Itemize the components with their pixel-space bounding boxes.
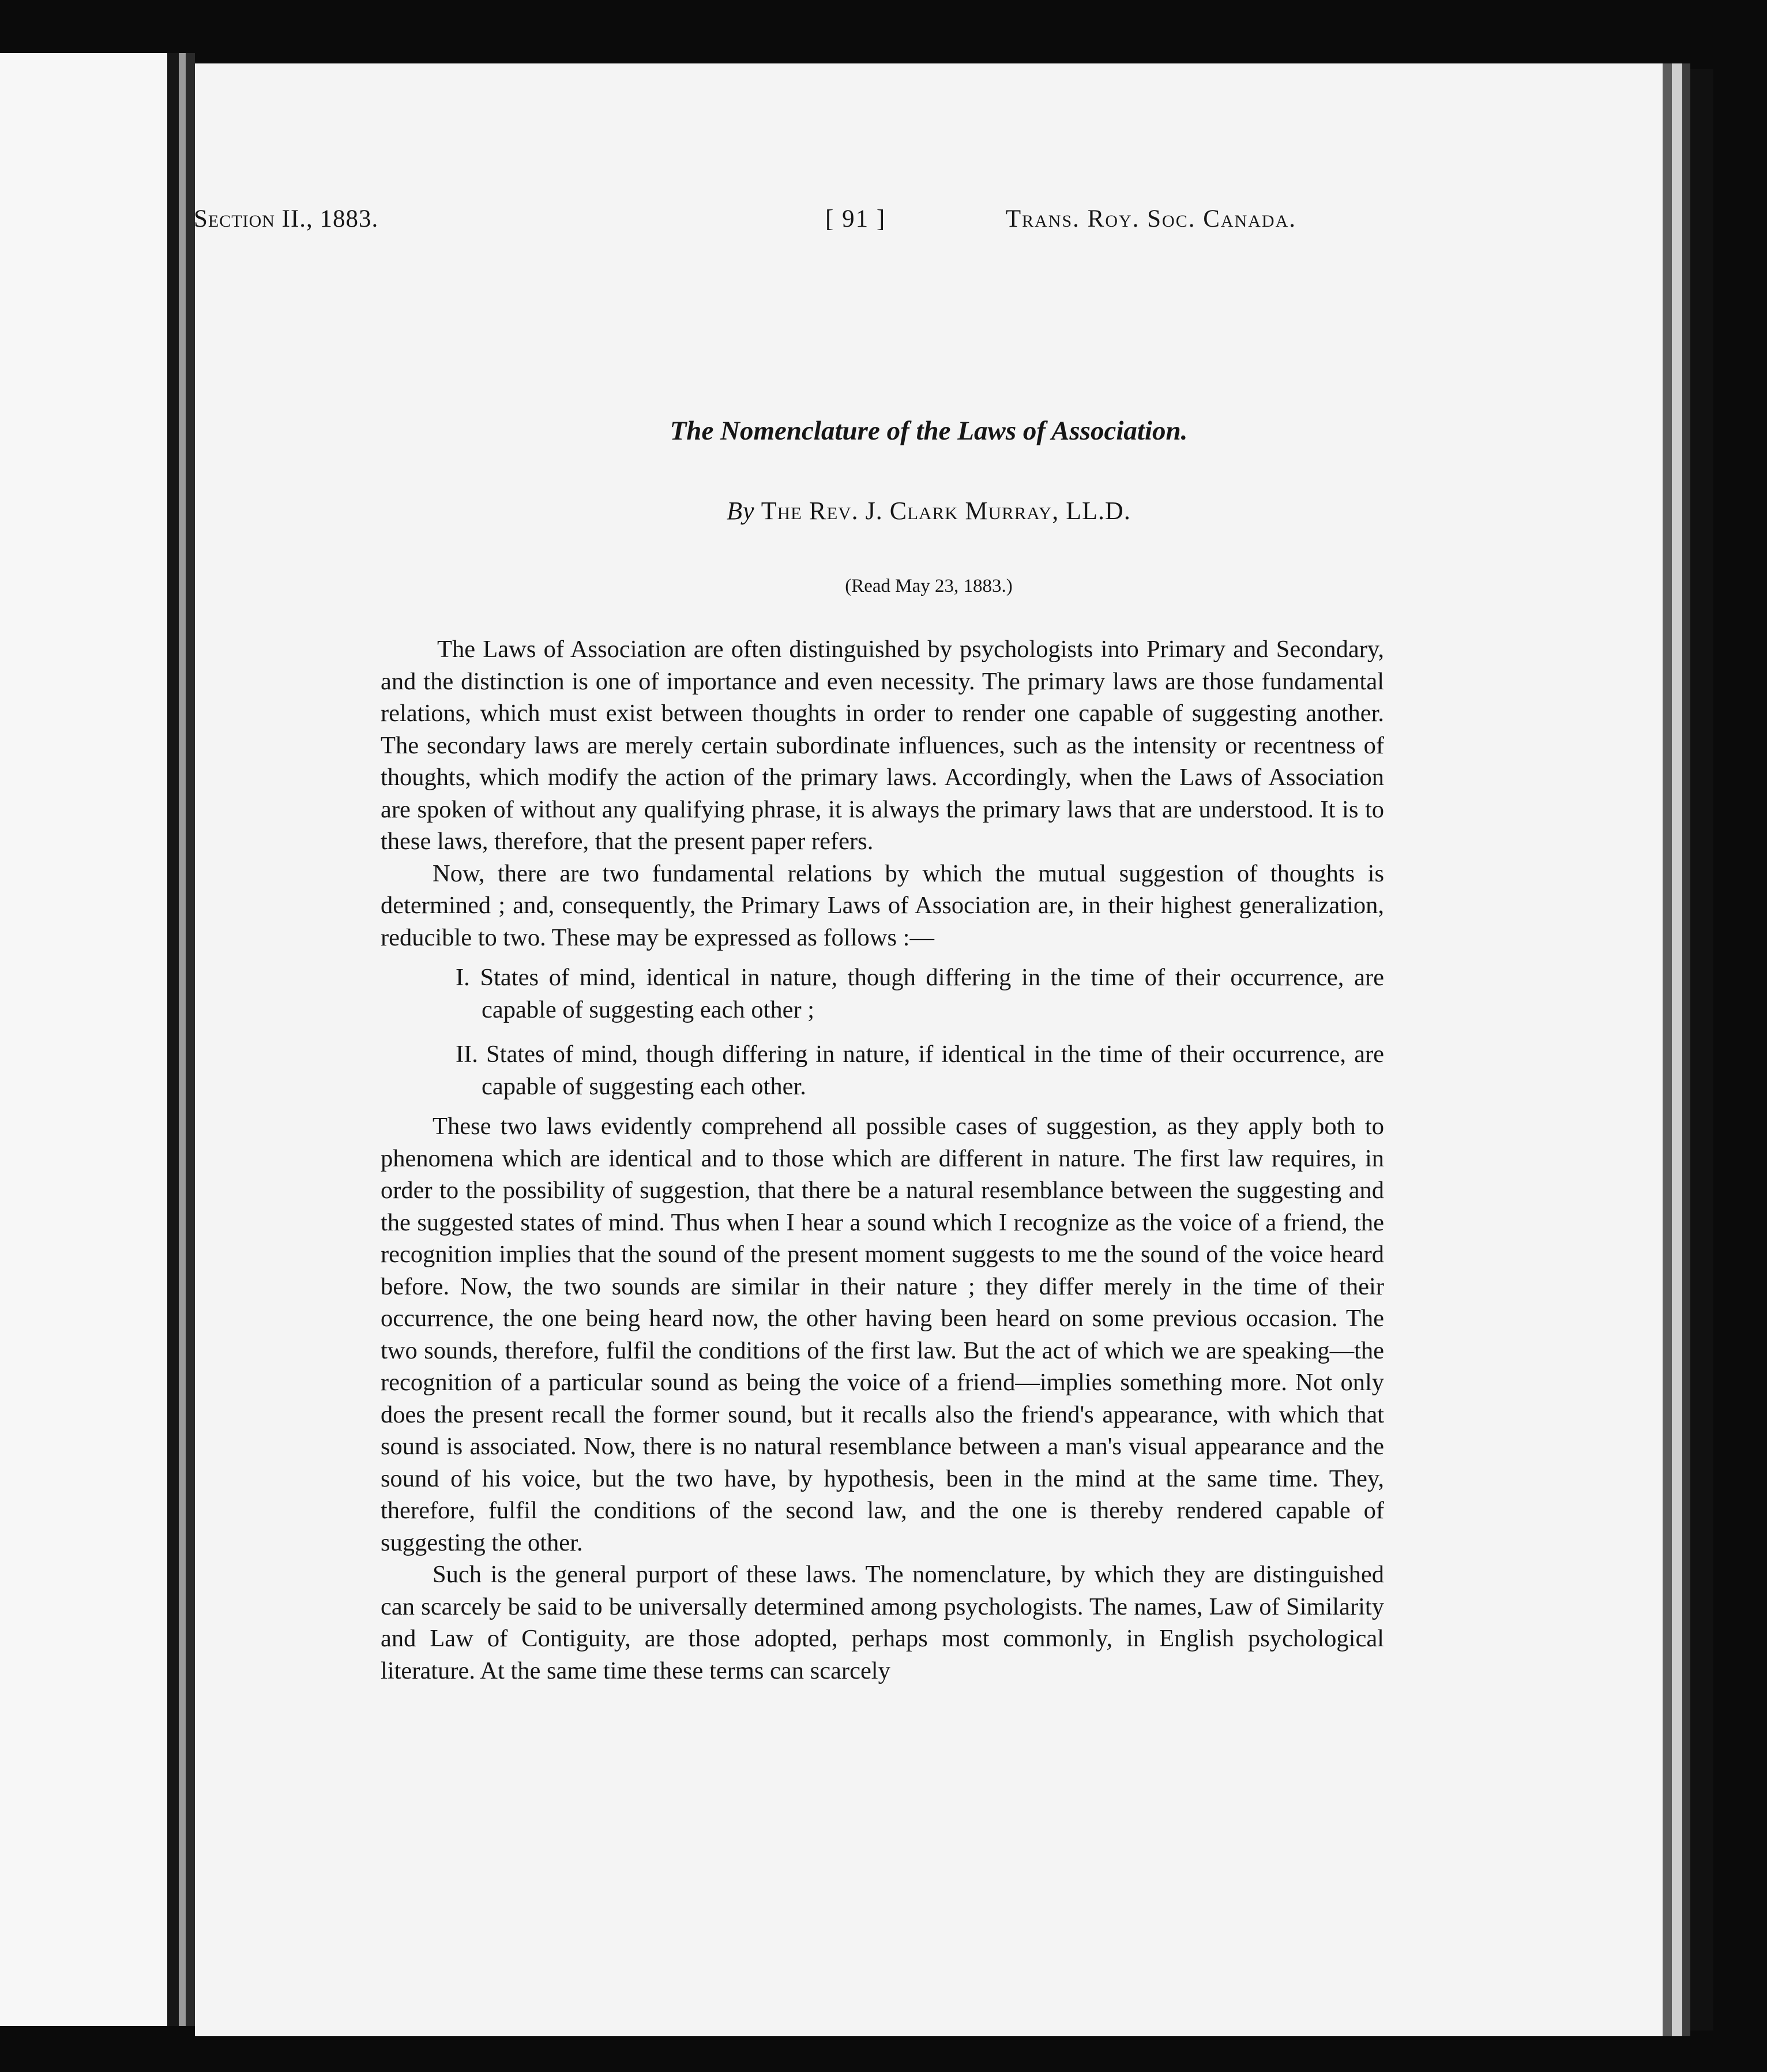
page-stack-edge [1663, 63, 1672, 2036]
body-paragraph: Now, there are two fundamental relations by which the mutual suggestion of thoughts is determined ; and, consequently, the Primary Laws of Association are, in their highest generalization, reducible to two. These may be expressed as follows :— [381, 859, 1384, 951]
article-title: The Nomenclature of the Laws of Association. [670, 416, 1188, 446]
running-header [194, 205, 1296, 245]
gutter-band [179, 53, 186, 2026]
byline-author: The Rev. J. Clark Murray, LL.D. [761, 497, 1131, 525]
background-edge [1690, 69, 1713, 2030]
byline [195, 496, 1663, 525]
body-paragraph: Such is the general purport of these laws. The nomenclature, by which they are distinguished can scarcely be said to be universally determined among psychologists. The names, Law of Similarity and Law of Contiguity, are those adopted, perhaps most commonly, in English psychological literature. At the same time these terms can scarcely [381, 1561, 1384, 1684]
header-journal: Trans. Roy. Soc. Canada. [1005, 205, 1296, 232]
read-date: (Read May 23, 1883.) [845, 576, 1013, 596]
body-paragraph: These two laws evidently comprehend all possible cases of suggestion, as they apply both to phenomena which are identical and to those which are different in nature. The first law requires, in order to the possibility of suggestion, that there be a natural resemblance between the suggesting and the suggested states of mind. Thus when I hear a sound which I recognize as the voice of a friend, the recognition implies that the sound of the present moment suggests to me the sound of the voice heard before. Now, the two sounds are similar in their nature ; they differ merely in the time of their occurrence, the one being heard now, the other having been heard on some previous occasion. The two sounds, therefore, fulfil the conditions of the first law. But the act of which we are speaking—the recognition of a particular sound as being the voice of a friend—implies something more. Not only does the present recall the former sound, but it recalls also the friend's appearance, with which that sound is associated. Now, there is no natural resemblance between a man's visual appearance and the sound of his voice, but the two have, by hypothesis, been in the mind at the same time. They, therefore, fulfil the conditions of the second law, and the one is thereby rendered capable of suggesting the other. [381, 1113, 1384, 1556]
header-section: Section II., 1883. [194, 205, 379, 232]
facing-page-edge [0, 53, 167, 2026]
law-item: I. States of mind, identical in nature, though differing in the time of their occurrence, are capable of suggesting each other ; [456, 964, 1384, 1023]
byline-prefix: By [727, 497, 755, 525]
article-body [381, 633, 1384, 1687]
binding-shadow-inner [186, 53, 195, 2026]
header-page-number: [ 91 ] [825, 205, 886, 232]
body-paragraph: The Laws of Association are often distinguished by psychologists into Primary and Secondary, and the distinction is one of importance and even necessity. The primary laws are those fundamental relations, which must exist between thoughts in order to render one capable of suggesting another. The secondary laws are merely certain subordinate influences, such as the intensity or recentness of thoughts, which modify the action of the primary laws. Accordingly, when the Laws of Association are spoken of without any qualifying phrase, it is always the primary laws that are understood. It is to these laws, therefore, that the present paper refers. [381, 636, 1384, 855]
binding-shadow [167, 53, 179, 2026]
page-stack-edge-light [1672, 63, 1682, 2036]
page-stack-edge-dark [1682, 63, 1690, 2036]
law-item: II. States of mind, though differing in nature, if identical in the time of their occurrence, are capable of suggesting each other. [456, 1041, 1384, 1100]
